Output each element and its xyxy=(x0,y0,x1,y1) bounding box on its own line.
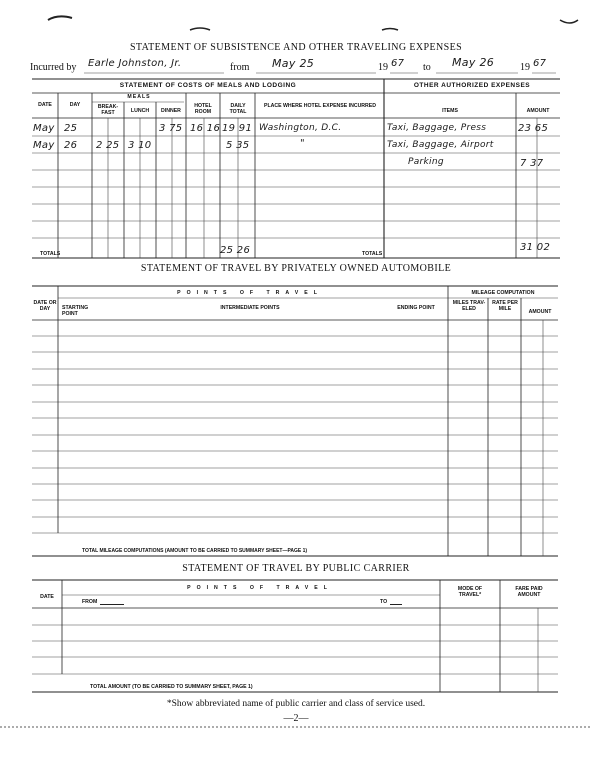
form-heading: STATEMENT OF SUBSISTENCE AND OTHER TRAVELING EXPENSES xyxy=(129,42,463,53)
meal-row-2-lunch[interactable]: 3 10 xyxy=(128,140,152,151)
meal-row-2-place[interactable]: " xyxy=(300,138,305,149)
auto-col-amount: AMOUNT xyxy=(528,309,552,315)
to-label: to xyxy=(423,62,431,73)
auto-section-title: STATEMENT OF TRAVEL BY PRIVATELY OWNED AUTOMOBILE xyxy=(140,263,452,274)
carrier-footer: TOTAL AMOUNT (TO BE CARRIED TO SUMMARY SHEET, PAGE 1) xyxy=(90,684,253,690)
carrier-col-from: FROM xyxy=(82,599,98,605)
col-date: DATE xyxy=(38,102,52,108)
auto-col-rate: RATE PER MILE xyxy=(492,300,518,312)
other-totals-label: TOTALS xyxy=(362,251,383,257)
meal-row-2-date[interactable]: May xyxy=(33,140,55,151)
meal-row-2-day[interactable]: 26 xyxy=(64,140,78,151)
year-prefix-1: 19 xyxy=(378,62,388,73)
meal-row-1-day[interactable]: 25 xyxy=(64,123,78,134)
col-hotel-room: HOTEL ROOM xyxy=(194,103,212,115)
expense-row-3-item[interactable]: Parking xyxy=(408,157,444,167)
carrier-col-date: DATE xyxy=(40,594,54,600)
expense-row-2-item[interactable]: Taxi, Baggage, Airport xyxy=(387,140,494,150)
meal-row-1-daily[interactable]: 19 91 xyxy=(222,123,253,134)
meal-row-1-date[interactable]: May xyxy=(33,123,55,134)
footnote: *Show abbreviated name of public carrier and class of service used. xyxy=(166,699,426,709)
meal-row-1-place[interactable]: Washington, D.C. xyxy=(259,123,342,133)
meal-row-1-hotel[interactable]: 16 16 xyxy=(190,123,221,134)
meal-row-2-breakfast[interactable]: 2 25 xyxy=(96,140,120,151)
expense-row-1-item[interactable]: Taxi, Baggage, Press xyxy=(387,123,487,133)
col-daily-total: DAILY TOTAL xyxy=(229,103,247,115)
traveler-name[interactable]: Earle Johnston, Jr. xyxy=(88,58,182,69)
to-date[interactable]: May 26 xyxy=(452,56,495,69)
incurred-by-label: Incurred by xyxy=(30,62,77,73)
col-place: PLACE WHERE HOTEL EXPENSE INCURRED xyxy=(263,103,377,109)
auto-col-starting: STARTING POINT xyxy=(62,305,89,317)
carrier-section-title: STATEMENT OF TRAVEL BY PUBLIC CARRIER xyxy=(182,563,410,574)
expense-row-1-amount[interactable]: 23 65 xyxy=(518,123,549,134)
auto-points-of-travel: POINTS OF TRAVEL xyxy=(177,290,323,296)
from-label: from xyxy=(230,62,250,73)
col-lunch: LUNCH xyxy=(130,108,150,114)
carrier-col-mode: MODE OF TRAVEL* xyxy=(457,586,483,598)
other-section-title: OTHER AUTHORIZED EXPENSES xyxy=(413,82,531,89)
from-blank xyxy=(100,604,124,605)
carrier-points-of-travel: POINTS OF TRAVEL xyxy=(187,585,333,591)
mileage-computation-header: MILEAGE COMPUTATION xyxy=(471,290,535,296)
auto-col-intermediate: INTERMEDIATE POINTS xyxy=(220,305,280,311)
meals-group-header: MEALS xyxy=(127,94,151,100)
carrier-col-fare: FARE PAID AMOUNT xyxy=(515,586,543,598)
auto-col-miles: MILES TRAV-ELED xyxy=(452,300,486,312)
meals-total-value[interactable]: 25 26 xyxy=(220,245,251,256)
auto-footer: TOTAL MILEAGE COMPUTATIONS (AMOUNT TO BE CARRIED TO SUMMARY SHEET—PAGE 1) xyxy=(82,548,308,554)
to-year[interactable]: 67 xyxy=(533,58,547,69)
auto-col-date: DATE OR DAY xyxy=(33,300,57,312)
col-breakfast: BREAK-FAST xyxy=(97,104,119,116)
to-blank xyxy=(390,604,402,605)
meal-row-1-dinner[interactable]: 3 75 xyxy=(159,123,183,134)
page-number: —2— xyxy=(283,713,309,724)
year-prefix-2: 19 xyxy=(520,62,530,73)
col-dinner: DINNER xyxy=(161,108,181,114)
col-items: ITEMS xyxy=(442,108,458,114)
meals-totals-label: TOTALS xyxy=(40,251,61,257)
from-date[interactable]: May 25 xyxy=(272,57,315,70)
auto-col-ending: ENDING POINT xyxy=(397,305,435,311)
expense-row-3-amount[interactable]: 7 37 xyxy=(520,158,544,169)
from-year[interactable]: 67 xyxy=(391,58,405,69)
meals-section-title: STATEMENT OF COSTS OF MEALS AND LODGING xyxy=(119,82,297,89)
col-day: DAY xyxy=(69,102,81,108)
other-total-value[interactable]: 31 02 xyxy=(520,242,551,253)
col-amount: AMOUNT xyxy=(526,108,550,114)
meal-row-2-daily[interactable]: 5 35 xyxy=(226,140,250,151)
carrier-col-to: TO xyxy=(380,599,388,605)
